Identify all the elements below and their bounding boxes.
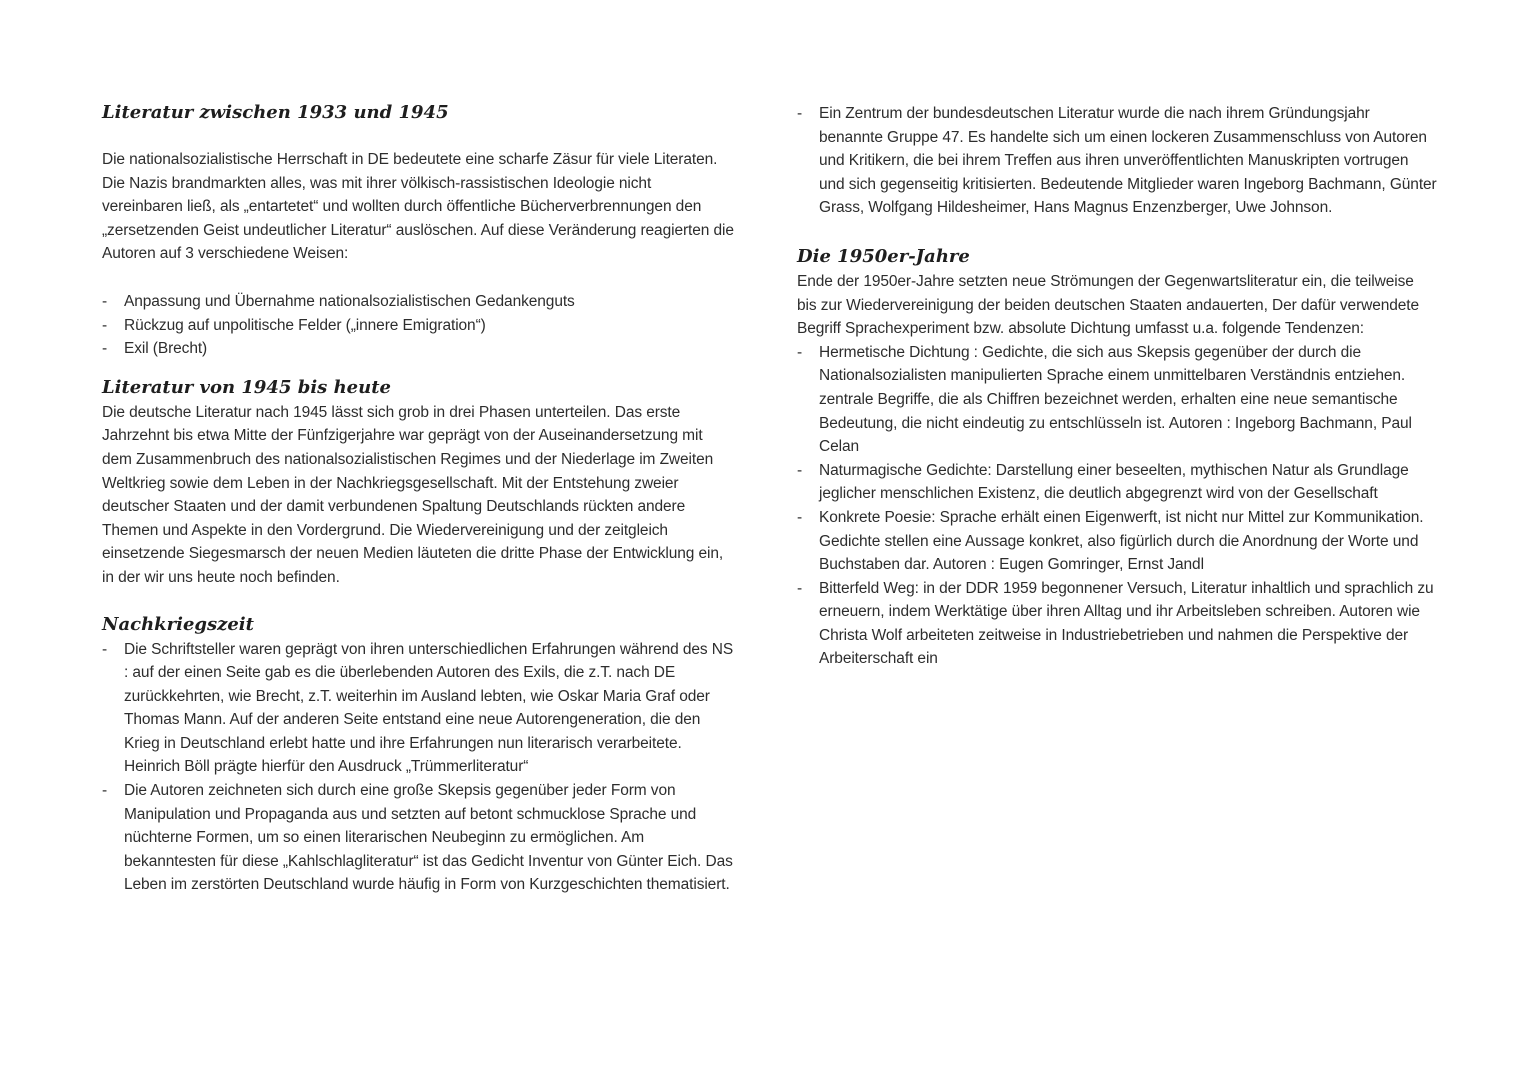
left-column — [102, 100, 734, 897]
heading-nachkriegszeit: Nachkriegszeit — [102, 613, 254, 635]
gruppe-47-list — [797, 102, 1437, 220]
list-item: - Bitterfeld Weg: in der DDR 1959 begonnener Versuch, Literatur inhaltlich und sprachlich zu erneuern, indem Werktätige über ihren Alltag und ihr Arbeitsleben schreiben. Autoren wie Christa Wolf arbeiteten zeitweise in Industriebetrieben und nahmen die Perspektive der Arbeiterschaft ein — [797, 577, 1437, 671]
list-item: - Anpassung und Übernahme nationalsozialistischen Gedankenguts — [102, 290, 734, 314]
nachkriegszeit-list — [102, 638, 734, 898]
phases-paragraph: Die deutsche Literatur nach 1945 lässt sich grob in drei Phasen unterteilen. Das erste Jahrzehnt bis etwa Mitte der Fünfzigerjahre war geprägt von der Auseinandersetzung mit dem Zusammenbruch des nationalsozialistischen Regimes und der Niederlage im Zweiten Weltkrieg sowie dem Leben in der Nachkriegsgesellschaft. Mit der Entstehung zweier deutscher Staaten und der damit verbundenen Spaltung Deutschlands rückten andere Themen und Aspekte in den Vordergrund. Die Wiedervereinigung und der zeitgleich einsetzende Siegesmarsch der neuen Medien läuteten die dritte Phase der Entwicklung ein, in der wir uns heute noch befinden. — [102, 403, 724, 586]
list-item: - Ein Zentrum der bundesdeutschen Literatur wurde die nach ihrem Gründungsjahr benannte Gruppe 47. Es handelte sich um einen lockeren Zusammenschluss von Autoren und Kritikern, die bei ihrem Treffen aus ihren unveröffentlichten Manuskripten vortrugen und sich gegenseitig kritisierten. Bedeutende Mitglieder waren Ingeborg Bachmann, Günter Grass, Wolfgang Hildesheimer, Hans Magnus Enzenzberger, Uwe Johnson. — [797, 102, 1437, 220]
list-item: - Die Autoren zeichneten sich durch eine große Skepsis gegenüber jeder Form von Manipulation und Propaganda aus und setzten auf betont schmucklose Sprache und nüchterne Formen, um so einen literarischen Neubeginn zu ermöglichen. Am bekanntesten für diese „Kahlschlagliteratur“ ist das Gedicht Inventur von Günter Eich. Das Leben im zerstörten Deutschland wurde häufig in Form von Kurzgeschichten thematisiert. — [102, 779, 734, 897]
list-item: - Naturmagische Gedichte: Darstellung einer beseelten, mythischen Natur als Grundlage jeglicher menschlichen Existenz, die deutlich abgegrenzt wird von der Gesellschaft — [797, 459, 1437, 506]
reactions-list — [102, 290, 734, 361]
list-item: - Die Schriftsteller waren geprägt von ihren unterschiedlichen Erfahrungen während des NS : auf der einen Seite gab es die überlebenden Autoren des Exils, die z.T. nach DE zurückkehrten, wie Brecht, z.T. weiterhin im Ausland lebten, wie Oskar Maria Graf oder Thomas Mann. Auf der anderen Seite entstand eine neue Autorengeneration, die den Krieg in Deutschland erlebt hatte und ihre Erfahrungen nun literarisch verarbeitete. Heinrich Böll prägte hierfür den Ausdruck „Trümmerliteratur“ — [102, 638, 734, 780]
intro-paragraph-1950er: Ende der 1950er-Jahre setzten neue Strömungen der Gegenwartsliteratur ein, die teilweise bis zur Wiedervereinigung der beiden deutschen Staaten andauerten, Der dafür verwendete Begriff Sprachexperiment bzw. absolute Dichtung umfasst u.a. folgende Tendenzen: — [797, 272, 1420, 338]
heading-literatur-1945-heute: Literatur von 1945 bis heute — [102, 376, 391, 398]
list-item: - Hermetische Dichtung : Gedichte, die sich aus Skepsis gegenüber der durch die Nationalsozialisten manipulierten Sprache einem unmittelbaren Verständnis entziehen. zentrale Begriffe, die als Chiffren bezeichnet werden, erhalten eine neue semantische Bedeutung, die nicht eindeutig zu entschlüsseln ist. Autoren : Ingeborg Bachmann, Paul Celan — [797, 341, 1437, 459]
list-item: - Exil (Brecht) — [102, 337, 734, 361]
list-item: - Rückzug auf unpolitische Felder („innere Emigration“) — [102, 314, 734, 338]
heading-1950er-jahre: Die 1950er-Jahre — [797, 245, 970, 267]
tendenzen-list — [797, 341, 1437, 671]
list-item: - Konkrete Poesie: Sprache erhält einen Eigenwerft, ist nicht nur Mittel zur Kommunikation. Gedichte stellen eine Aussage konkret, also figürlich durch die Anordnung der Worte und Buchstaben dar. Autoren : Eugen Gomringer, Ernst Jandl — [797, 506, 1437, 577]
heading-literatur-1933-1945: Literatur zwischen 1933 und 1945 — [102, 102, 449, 123]
intro-paragraph-1933-1945: Die nationalsozialistische Herrschaft in DE bedeutete eine scharfe Zäsur für viele Literaten. Die Nazis brandmarkten alles, was mit ihrer völkisch-rassistischen Ideologie nicht vereinbaren ließ, als „entartetet“ und wollten durch öffentliche Bücherverbrennungen den „zersetzenden Geist undeutlicher Literatur“ auslöschen. Auf diese Veränderung reagierten die Autoren auf 3 verschiedene Weisen: — [102, 151, 734, 263]
right-column — [797, 102, 1437, 671]
